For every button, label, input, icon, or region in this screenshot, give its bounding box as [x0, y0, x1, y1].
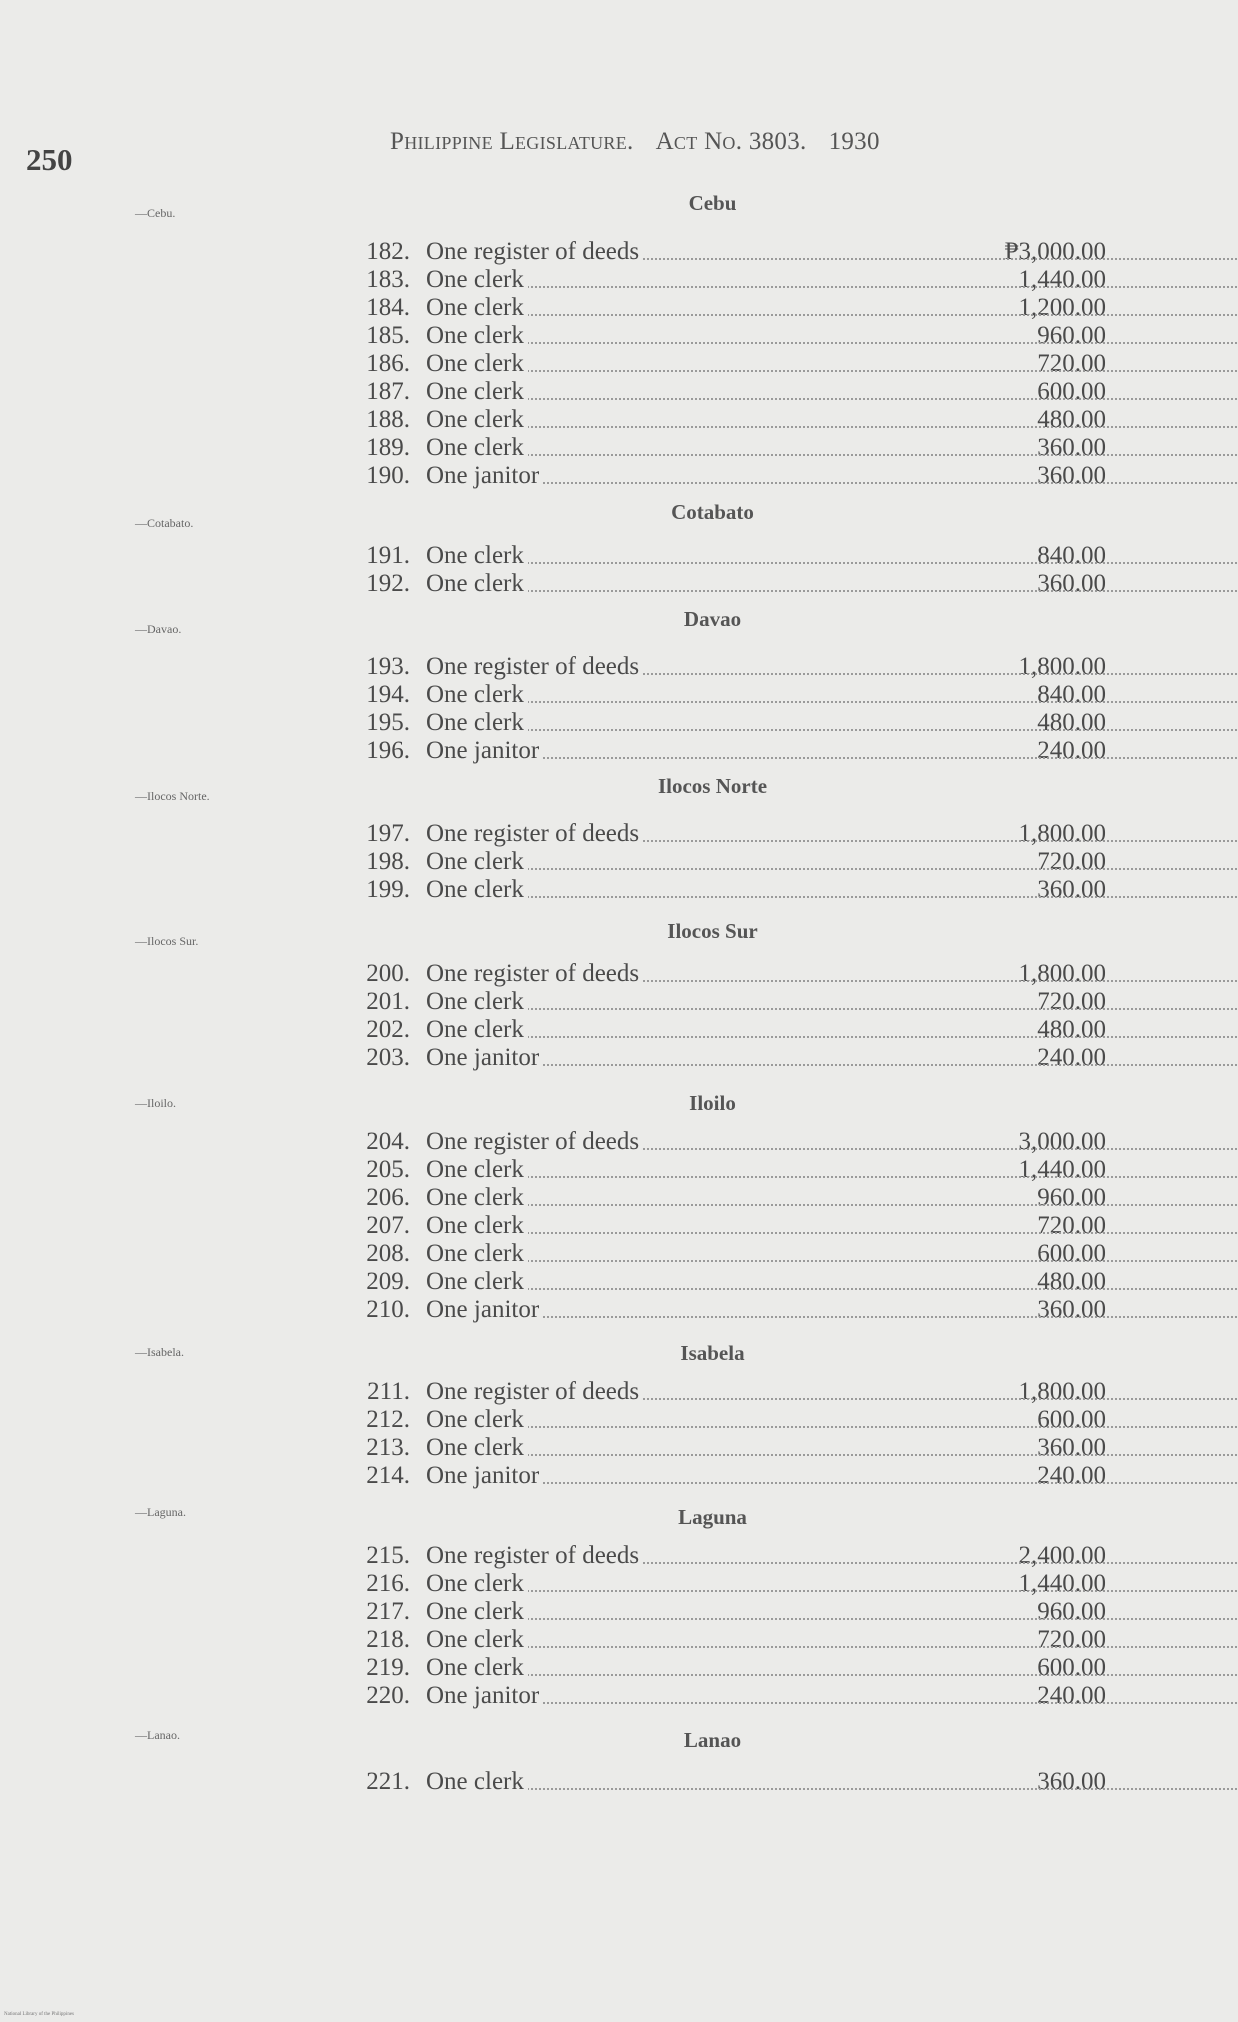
- list-item: 193. One register of deeds 1,800.00: [358, 653, 1106, 681]
- list-item: 188. One clerk 480.00: [358, 406, 1106, 434]
- list-item: 191. One clerk 840.00: [358, 542, 1106, 570]
- section-heading-iloilo: Iloilo: [689, 1091, 736, 1115]
- list-item: 184. One clerk 1,200.00: [358, 294, 1106, 322]
- list-item: 200. One register of deeds 1,800.00: [358, 960, 1106, 988]
- side-note-davao: —Davao.: [135, 622, 182, 636]
- section-heading-cebu: Cebu: [688, 191, 737, 215]
- running-head-legislature: Philippine Legislature.: [390, 128, 634, 155]
- section-heading-davao: Davao: [683, 607, 742, 631]
- side-note-cebu: —Cebu.: [135, 206, 176, 220]
- side-note-ilocos-sur: —Ilocos Sur.: [135, 934, 199, 948]
- side-note-lanao: —Lanao.: [135, 1728, 180, 1742]
- list-item: 218. One clerk 720.00: [358, 1626, 1106, 1654]
- list-item: 196. One janitor 240.00: [358, 737, 1106, 765]
- side-note-iloilo: —Iloilo.: [135, 1096, 176, 1110]
- section-heading-cotabato: Cotabato: [671, 500, 754, 524]
- list-item: 190. One janitor 360.00: [358, 462, 1106, 490]
- list-item: 182. One register of deeds ₱3,000.00: [358, 238, 1106, 266]
- running-head-year: 1930: [828, 128, 880, 155]
- list-item: 217. One clerk 960.00: [358, 1598, 1106, 1626]
- list-item: 207. One clerk 720.00: [358, 1212, 1106, 1240]
- list-item: 204. One register of deeds 3,000.00: [358, 1128, 1106, 1156]
- list-item: 185. One clerk 960.00: [358, 322, 1106, 350]
- list-item: 213. One clerk 360.00: [358, 1434, 1106, 1462]
- side-note-laguna: —Laguna.: [135, 1505, 186, 1519]
- list-item: 194. One clerk 840.00: [358, 681, 1106, 709]
- list-item: 199. One clerk 360.00: [358, 876, 1106, 904]
- list-item: 187. One clerk 600.00: [358, 378, 1106, 406]
- list-item: 205. One clerk 1,440.00: [358, 1156, 1106, 1184]
- list-item: 221. One clerk 360.00: [358, 1768, 1106, 1796]
- list-item: 208. One clerk 600.00: [358, 1240, 1106, 1268]
- footer-credit: National Library of the Philippines: [4, 2012, 74, 2017]
- list-item: 197. One register of deeds 1,800.00: [358, 820, 1106, 848]
- list-item: 203. One janitor 240.00: [358, 1044, 1106, 1072]
- list-item: 219. One clerk 600.00: [358, 1654, 1106, 1682]
- list-item: 212. One clerk 600.00: [358, 1406, 1106, 1434]
- list-item: 201. One clerk 720.00: [358, 988, 1106, 1016]
- list-item: 220. One janitor 240.00: [358, 1682, 1106, 1710]
- list-item: 214. One janitor 240.00: [358, 1462, 1106, 1490]
- section-heading-laguna: Laguna: [678, 1505, 747, 1529]
- list-item: 210. One janitor 360.00: [358, 1296, 1106, 1324]
- side-note-cotabato: —Cotabato.: [135, 516, 194, 530]
- list-item: 183. One clerk 1,440.00: [358, 266, 1106, 294]
- list-item: 198. One clerk 720.00: [358, 848, 1106, 876]
- list-item: 215. One register of deeds 2,400.00: [358, 1542, 1106, 1570]
- section-heading-isabela: Isabela: [680, 1341, 745, 1365]
- section-heading-lanao: Lanao: [683, 1728, 742, 1752]
- list-item: 202. One clerk 480.00: [358, 1016, 1106, 1044]
- list-item: 216. One clerk 1,440.00: [358, 1570, 1106, 1598]
- list-item: 195. One clerk 480.00: [358, 709, 1106, 737]
- running-head-act: Act No. 3803.: [655, 128, 807, 155]
- side-note-isabela: —Isabela.: [135, 1345, 184, 1359]
- list-item: 211. One register of deeds 1,800.00: [358, 1378, 1106, 1406]
- list-item: 186. One clerk 720.00: [358, 350, 1106, 378]
- list-item: 209. One clerk 480.00: [358, 1268, 1106, 1296]
- running-head: [390, 128, 880, 156]
- side-note-ilocos-norte: —Ilocos Norte.: [135, 789, 210, 803]
- section-heading-ilocos-norte: Ilocos Norte: [657, 774, 768, 798]
- list-item: 189. One clerk 360.00: [358, 434, 1106, 462]
- section-heading-ilocos-sur: Ilocos Sur: [667, 919, 758, 943]
- page-number: 250: [26, 142, 73, 177]
- list-item: 206. One clerk 960.00: [358, 1184, 1106, 1212]
- list-item: 192. One clerk 360.00: [358, 570, 1106, 598]
